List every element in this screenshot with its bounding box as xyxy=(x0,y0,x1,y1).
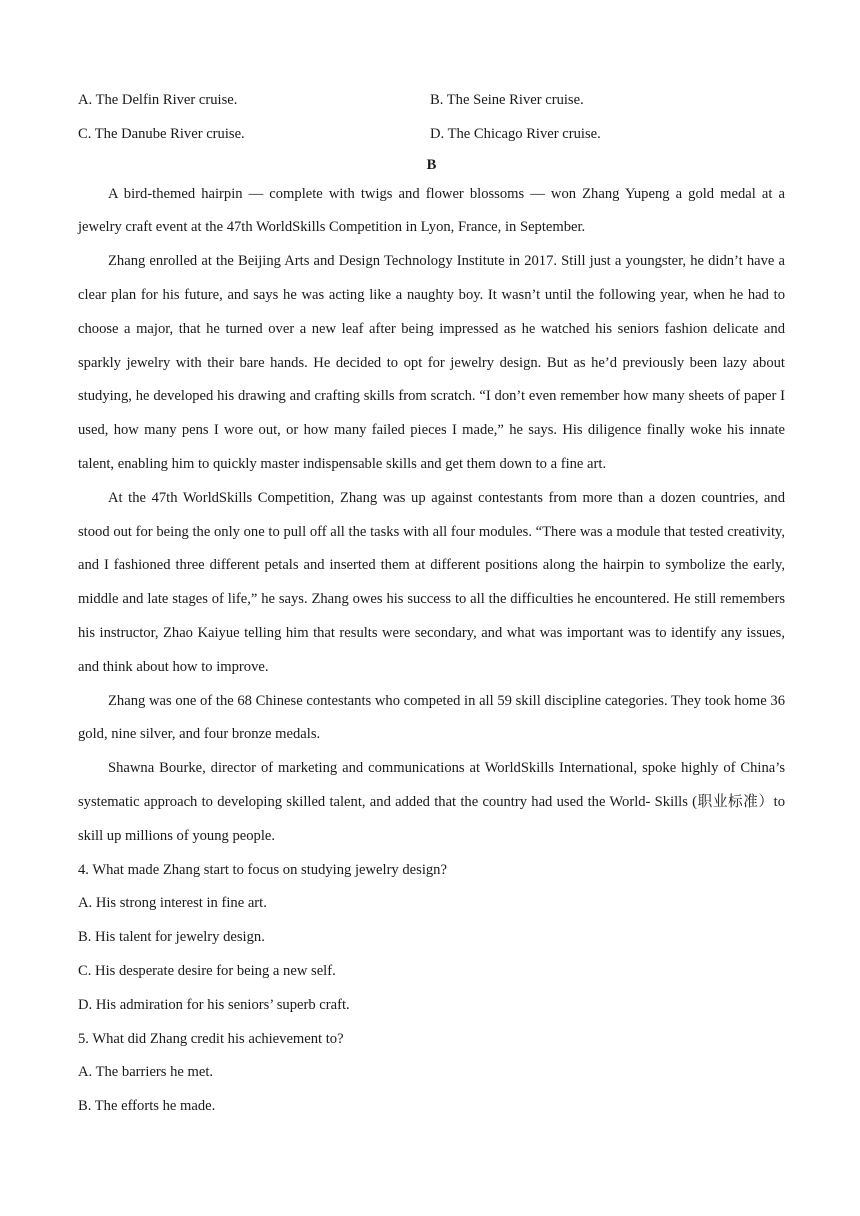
option-row xyxy=(78,84,785,118)
passage-paragraph: At the 47th WorldSkills Competition, Zhang was up against contestants from more than a dozen countries, and stood out for being the only one to pull off all the tasks with all four modules. “There was a module that tested creativity, and I fashioned three different petals and inserted them at different positions along the hairpin to symbolize the early, middle and late stages of life,” he says. Zhang owes his success to all the difficulties he encountered. He still remembers his instructor, Zhao Kaiyue telling him that results were secondary, and what was important was to identify any issues, and think about how to improve. xyxy=(78,489,785,675)
passage-paragraph: Zhang was one of the 68 Chinese contestants who competed in all 59 skill discipline categories. They took home 36 gold, nine silver, and four bronze medals. xyxy=(78,692,785,743)
option-d: D. The Chicago River cruise. xyxy=(430,126,601,143)
answer-option: D. His admiration for his seniors’ superb craft. xyxy=(78,996,350,1013)
answer-option: B. The efforts he made. xyxy=(78,1098,216,1115)
answer-option: C. His desperate desire for being a new self. xyxy=(78,962,336,979)
question-stem: 5. What did Zhang credit his achievement to? xyxy=(78,1030,344,1047)
answer-option: A. The barriers he met. xyxy=(78,1064,214,1081)
passage-paragraph: Shawna Bourke, director of marketing and communications at WorldSkills International, spoke highly of China’s systematic approach to developing skilled talent, and added that the country had used the World- Skills (职业标准）to skill up millions of young people. xyxy=(78,760,785,844)
document-page xyxy=(78,84,785,1124)
option-c: C. The Danube River cruise. xyxy=(78,126,245,143)
passage-paragraph: Zhang enrolled at the Beijing Arts and Design Technology Institute in 2017. Still just a youngster, he didn’t have a clear plan for his future, and says he was acting like a naughty boy. It wasn’t until the following year, when he had to choose a major, that he turned over a new leaf after being impressed as he watched his seniors fashion delicate and sparkly jewelry with their bare hands. He decided to opt for jewelry design. But as he’d previously been lazy about studying, he developed his drawing and crafting skills from scratch. “I don’t even remember how many sheets of paper I used, how many pens I wore out, or how many failed pieces I made,” he says. His diligence finally woke his innate talent, enabling him to quickly master indispensable skills and get them down to a fine art. xyxy=(78,253,785,472)
section-heading: B xyxy=(426,156,437,173)
answer-option: B. His talent for jewelry design. xyxy=(78,929,265,946)
option-b: B. The Seine River cruise. xyxy=(430,92,584,109)
option-a: A. The Delfin River cruise. xyxy=(78,92,238,109)
answer-option: A. His strong interest in fine art. xyxy=(78,895,267,912)
passage-paragraph: A bird-themed hairpin — complete with twigs and flower blossoms — won Zhang Yupeng a gold medal at a jewelry craft event at the 47th WorldSkills Competition in Lyon, France, in September. xyxy=(78,185,785,236)
question-stem: 4. What made Zhang start to focus on studying jewelry design? xyxy=(78,861,447,878)
option-row xyxy=(78,118,785,152)
